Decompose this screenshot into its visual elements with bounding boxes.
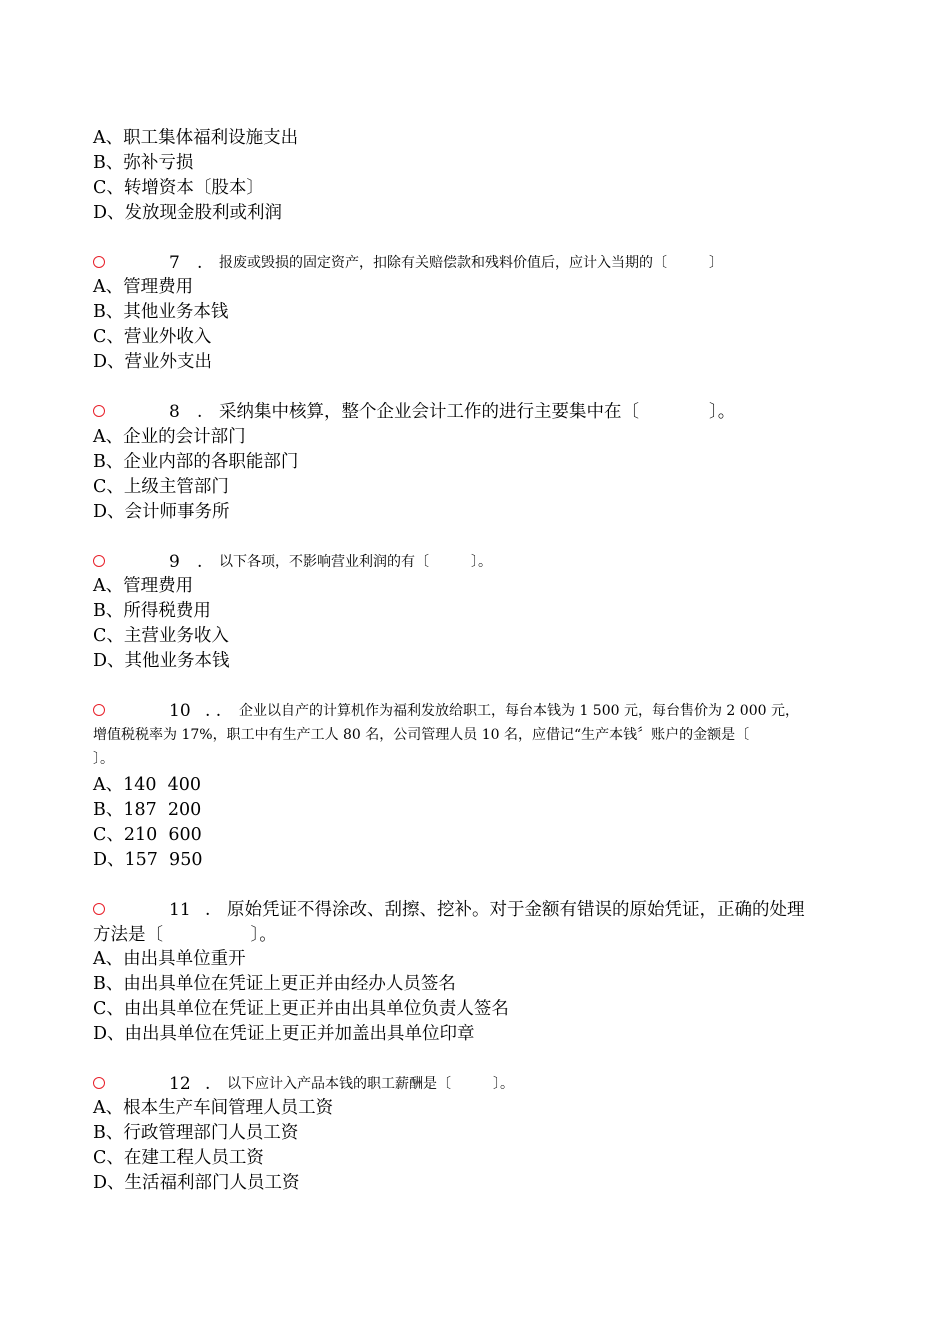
question-dot: . [197,253,203,273]
q7-option-c: C、营业外收入 [93,327,212,347]
question-number: 10 [169,701,191,721]
q8-option-a: A、企业的会计部门 [93,427,246,447]
question-dot: . [205,1074,211,1094]
question-11-stem-line-2: 方法是〔 〕。 [93,925,277,945]
question-dot: . [205,900,211,920]
question-number: 12 [169,1074,191,1094]
question-10-stem-line-2: 增值税税率为 17%，职工中有生产工人 80 名，公司管理人员 10 名，应借记“生产本钱〞账户的金额是〔 [93,727,750,743]
q10-option-a: A、140 400 [93,775,202,795]
question-9 [93,551,863,573]
question-10 [93,700,863,722]
q7-option-b: B、其他业务本钱 [93,302,229,322]
q9-option-a: A、管理费用 [93,576,194,596]
question-7 [93,252,863,274]
circle-icon [93,704,105,716]
q8-option-d: D、会计师事务所 [93,502,230,522]
q10-option-b: B、187 200 [93,800,202,820]
circle-icon [93,1077,105,1089]
question-stem: 采纳集中核算，整个企业会计工作的进行主要集中在〔 〕。 [219,402,736,422]
q6-option-b: B、弥补亏损 [93,153,194,173]
q11-option-c: C、由出具单位在凭证上更正并由出具单位负责人签名 [93,999,509,1019]
q10-option-c: C、210 600 [93,825,202,845]
q11-option-b: B、由出具单位在凭证上更正并由经办人员签名 [93,974,456,994]
circle-icon [93,555,105,567]
question-stem: 企业以自产的计算机作为福利发放给职工，每台本钱为 1 500 元，每台售价为 2 000 元， [239,703,799,719]
question-dot: . . [205,701,222,721]
question-12 [93,1073,863,1095]
q7-option-d: D、营业外支出 [93,352,213,372]
question-stem: 报废或毁损的固定资产，扣除有关赔偿款和残料价值后，应计入当期的〔 〕 [219,255,723,271]
question-dot: . [197,552,203,572]
circle-icon [93,405,105,417]
q8-option-b: B、企业内部的各职能部门 [93,452,299,472]
circle-icon [93,903,105,915]
question-dot: . [197,402,203,422]
q6-option-a: A、职工集体福利设施支出 [93,128,299,148]
q6-option-c: C、转增资本〔股本〕 [93,178,264,198]
q10-option-d: D、157 950 [93,850,203,870]
q11-option-a: A、由出具单位重开 [93,949,246,969]
q12-option-c: C、在建工程人员工资 [93,1148,264,1168]
question-number: 8 [169,402,180,422]
q9-option-b: B、所得税费用 [93,601,211,621]
question-11 [93,899,863,921]
question-number: 7 [169,253,180,273]
q6-option-d: D、发放现金股利或利润 [93,203,283,223]
q12-option-d: D、生活福利部门人员工资 [93,1173,300,1193]
q9-option-d: D、其他业务本钱 [93,651,230,671]
question-number: 11 [169,900,191,920]
q12-option-b: B、行政管理部门人员工资 [93,1123,299,1143]
question-number: 9 [169,552,180,572]
q9-option-c: C、主营业务收入 [93,626,229,646]
question-stem: 以下各项，不影响营业利润的有〔 〕。 [219,554,492,570]
question-10-stem-line-3: 〕。 [93,751,114,767]
q8-option-c: C、上级主管部门 [93,477,229,497]
circle-icon [93,256,105,268]
q11-option-d: D、由出具单位在凭证上更正并加盖出具单位印章 [93,1024,475,1044]
question-stem: 以下应计入产品本钱的职工薪酬是〔 〕。 [227,1076,514,1092]
q12-option-a: A、根本生产车间管理人员工资 [93,1098,334,1118]
question-stem: 原始凭证不得涂改、刮擦、挖补。对于金额有错误的原始凭证，正确的处理 [227,900,805,920]
question-8 [93,401,863,423]
q7-option-a: A、管理费用 [93,277,194,297]
